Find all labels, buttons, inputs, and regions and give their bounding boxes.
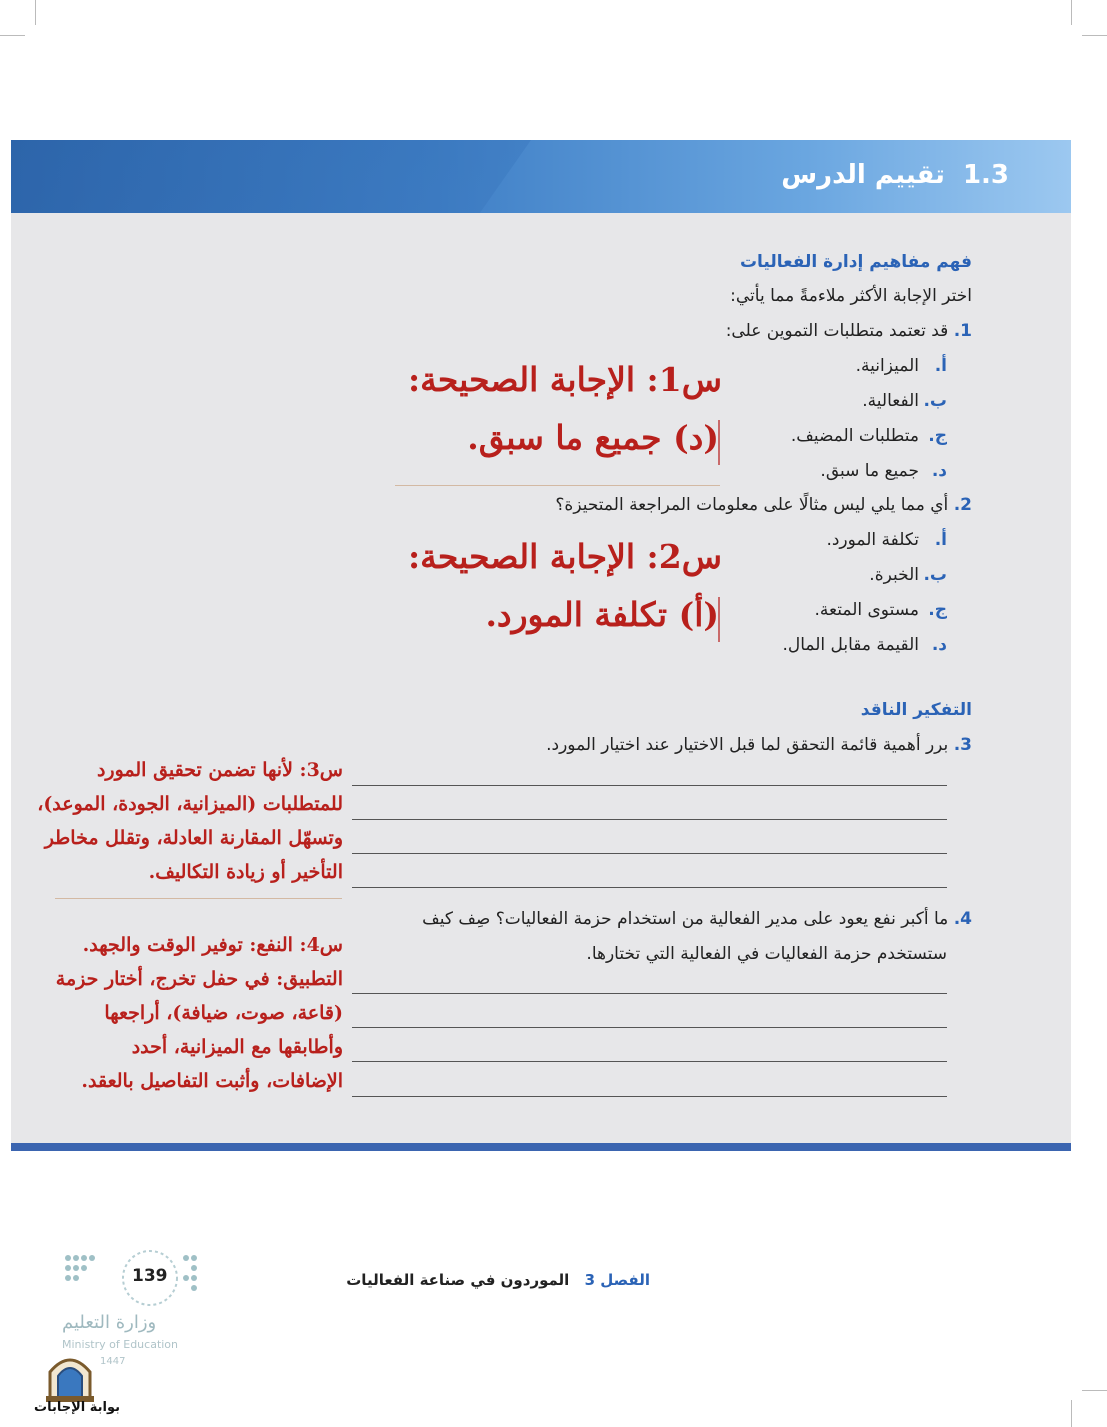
q3-answer-line: س3: لأنها تضمن تحقيق المورد: [96, 759, 343, 781]
q2-answer-line-2: (أ) تكلفة المورد.: [485, 595, 719, 634]
page-number: 139: [132, 1266, 168, 1286]
question-text-line-2: ستستخدم حزمة الفعاليات في الفعالية التي تختارها.: [586, 944, 947, 964]
option-text: تكلفة المورد.: [826, 530, 919, 550]
option-text: الفعالية.: [862, 391, 919, 411]
option-letter: ج.: [928, 600, 947, 620]
instruction-text: اختر الإجابة الأكثر ملاءمةً مما يأتي:: [730, 286, 972, 306]
q3-answer-line: للمتطلبات (الميزانية، الجودة، الموعد)،: [37, 793, 343, 815]
option-text: القيمة مقابل المال.: [782, 635, 919, 655]
q3-answer-line: وتسهّل المقارنة العادلة، وتقلل مخاطر: [44, 827, 343, 849]
option-letter: أ.: [934, 530, 947, 550]
panel-bottom-bar: [11, 1143, 1071, 1151]
question-text-line-1: ما أكبر نفع يعود على مدير الفعالية من استخدام حزمة الفعاليات؟ صِف كيف: [422, 909, 949, 929]
answer-line[interactable]: [352, 887, 947, 888]
ministry-year: 1447: [100, 1356, 126, 1367]
q2-option-a[interactable]: [826, 530, 947, 550]
q1-answer-line-2: (د) جميع ما سبق.: [467, 418, 719, 457]
option-text: الميزانية.: [855, 356, 919, 376]
question-3: [546, 735, 972, 755]
option-text: الخبرة.: [869, 565, 919, 585]
option-letter: ب.: [923, 565, 947, 585]
option-text: مستوى المتعة.: [814, 600, 919, 620]
q2-option-c[interactable]: [815, 600, 947, 620]
option-text: متطلبات المضيف.: [790, 426, 919, 446]
q1-option-c[interactable]: [791, 426, 947, 446]
question-text: قد تعتمد متطلبات التموين على:: [725, 321, 949, 341]
q3-answer-line: التأخير أو زيادة التكاليف.: [148, 861, 343, 883]
question-text: أي مما يلي ليس مثالًا على معلومات المراجعة المتحيزة؟: [555, 495, 949, 515]
q4-answer-line: وأطابقها مع الميزانية، أحدد: [131, 1036, 343, 1058]
answer-line[interactable]: [352, 853, 947, 854]
section-title-critical-thinking: التفكير الناقد: [860, 700, 972, 720]
q1-option-a[interactable]: [856, 356, 947, 376]
crop-mark: [35, 0, 36, 25]
ministry-name-english: Ministry of Education: [62, 1338, 179, 1351]
option-letter: د.: [931, 461, 947, 481]
option-letter: د.: [931, 635, 947, 655]
answer-line[interactable]: [352, 1061, 947, 1062]
answer-line[interactable]: [352, 1096, 947, 1097]
ministry-name-arabic: وزارة التعليم: [62, 1312, 157, 1333]
q1-answer-line-1: س1: الإجابة الصحيحة:: [407, 360, 722, 399]
q4-answer-line: التطبيق: في حفل تخرج، أختار حزمة: [55, 968, 343, 990]
lesson-number: 1.3: [962, 160, 1009, 190]
question-2: [555, 495, 972, 515]
question-4: [422, 909, 972, 929]
answer-line[interactable]: [352, 819, 947, 820]
crop-mark: [0, 35, 25, 36]
crop-mark: [1082, 35, 1107, 36]
option-text: جميع ما سبق.: [820, 461, 919, 481]
q1-option-d[interactable]: [820, 461, 947, 481]
footer-chapter: الفصل 3: [584, 1271, 650, 1289]
crop-mark: [1082, 1390, 1107, 1391]
question-number: 3.: [953, 735, 972, 755]
q4-answer-line: س4: النفع: توفير الوقت والجهد.: [82, 934, 343, 956]
question-number: 1.: [953, 321, 972, 341]
question-number: 2.: [953, 495, 972, 515]
answer-line[interactable]: [352, 1027, 947, 1028]
section-title-concepts: فهم مفاهيم إدارة الفعاليات: [739, 252, 972, 272]
question-1: [726, 321, 972, 341]
answer-line[interactable]: [352, 785, 947, 786]
option-letter: ب.: [923, 391, 947, 411]
q2-option-d[interactable]: [782, 635, 947, 655]
q2-answer-line-1: س2: الإجابة الصحيحة:: [407, 537, 722, 576]
answer-divider: [55, 898, 342, 899]
answer-divider: [395, 485, 720, 486]
q2-option-b[interactable]: [869, 565, 947, 585]
q4-answer-line: الإضافات، وأثبت التفاصيل بالعقد.: [81, 1070, 343, 1092]
answer-line[interactable]: [352, 993, 947, 994]
q4-answer-line: (قاعة، صوت، ضيافة)، أراجعها: [104, 1002, 343, 1024]
question-number: 4.: [953, 909, 972, 929]
lesson-header-title: [781, 160, 1009, 190]
lesson-title: تقييم الدرس: [781, 160, 945, 190]
option-letter: ج.: [928, 426, 947, 446]
crop-mark: [1071, 1400, 1072, 1427]
answers-portal-text: بوابة الإجابات: [34, 1400, 120, 1415]
crop-mark: [1071, 0, 1072, 25]
question-text: برر أهمية قائمة التحقق لما قبل الاختيار عند اختيار المورد.: [546, 735, 949, 755]
footer-chapter-title: [346, 1270, 650, 1289]
option-letter: أ.: [934, 356, 947, 376]
footer-title: الموردون في صناعة الفعاليات: [346, 1271, 570, 1289]
q1-option-b[interactable]: [862, 391, 947, 411]
